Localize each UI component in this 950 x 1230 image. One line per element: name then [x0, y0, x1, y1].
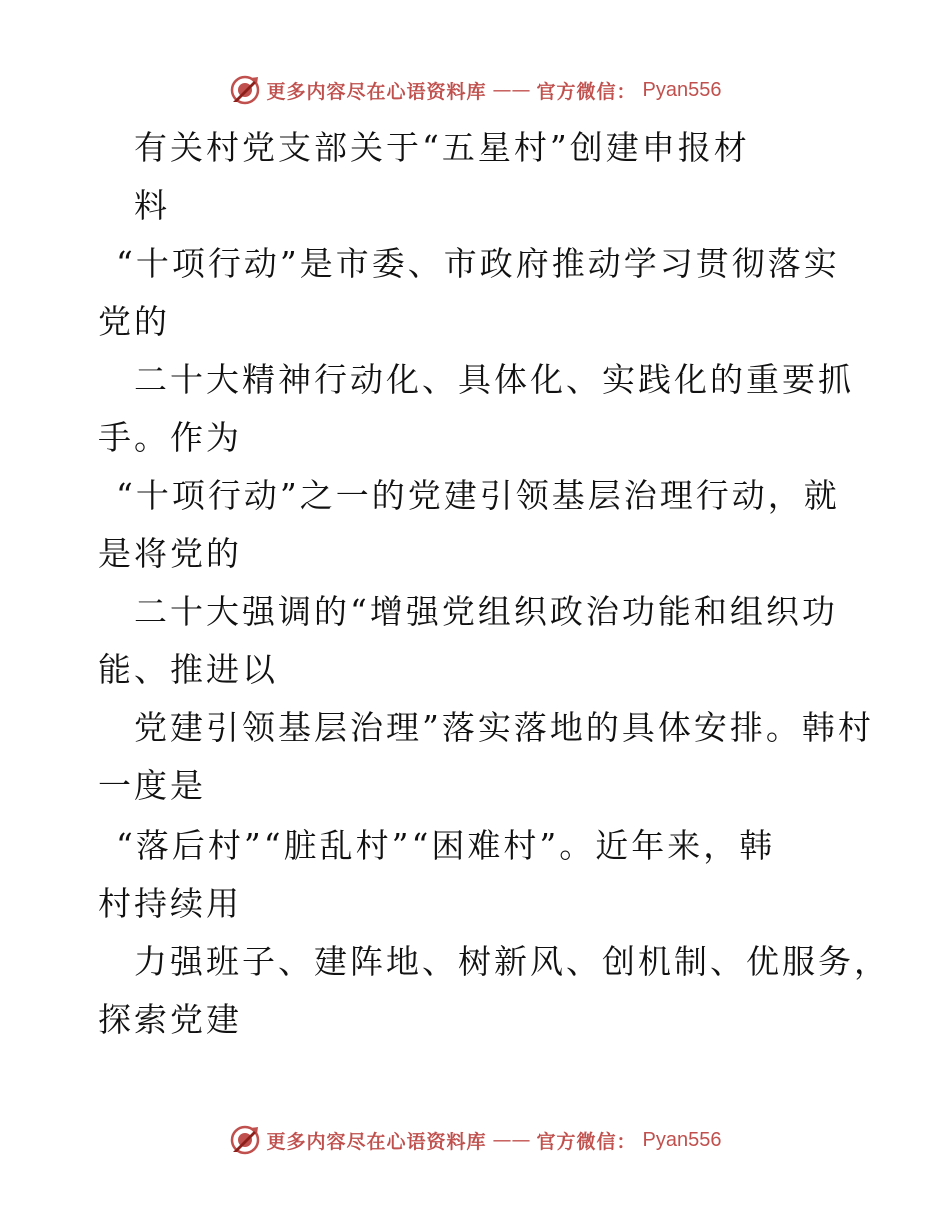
paragraph-line: 党建引领基层治理”落实落地的具体安排。韩村: [134, 708, 874, 747]
paragraph-line: 党的: [98, 302, 170, 341]
watermark-separator: ——: [492, 1129, 531, 1151]
paragraph-line: 村持续用: [98, 884, 242, 923]
watermark-site-text: 更多内容尽在心语资料库: [266, 80, 487, 103]
footer-watermark: [0, 1122, 950, 1158]
watermark-wechat-id: Pyan556: [642, 78, 722, 101]
paragraph-line: “十项行动”是市委、市政府推动学习贯彻落实: [116, 244, 840, 283]
watermark-wechat-id: Pyan556: [642, 1128, 722, 1151]
header-watermark: [0, 72, 950, 108]
paragraph-line: 能、推进以: [98, 650, 278, 689]
paragraph-line: 探索党建: [98, 1000, 242, 1039]
paragraph-line: 二十大精神行动化、具体化、实践化的重要抓: [134, 360, 854, 399]
document-title-line-2: 料: [134, 186, 170, 225]
paragraph-line: 手。作为: [98, 418, 242, 457]
watermark-official-text: 官方微信：: [536, 80, 637, 103]
watermark-site-text: 更多内容尽在心语资料库: [266, 1130, 487, 1153]
watermark-separator: ——: [492, 79, 531, 101]
paragraph-line: “十项行动”之一的党建引领基层治理行动，就: [116, 476, 840, 515]
watermark-official-text: 官方微信：: [536, 1130, 637, 1153]
paragraph-line: 力强班子、建阵地、树新风、创机制、优服务，: [134, 942, 890, 981]
paragraph-line: 二十大强调的“增强党组织政治功能和组织功: [134, 592, 838, 631]
paragraph-line: “落后村”“脏乱村”“困难村”。近年来，韩: [116, 826, 776, 865]
paragraph-line: 是将党的: [98, 534, 242, 573]
paragraph-line: 一度是: [98, 766, 206, 805]
quill-logo-icon: [229, 74, 261, 106]
quill-logo-icon: [229, 1124, 261, 1156]
document-title-line-1: 有关村党支部关于“五星村”创建申报材: [134, 128, 750, 167]
